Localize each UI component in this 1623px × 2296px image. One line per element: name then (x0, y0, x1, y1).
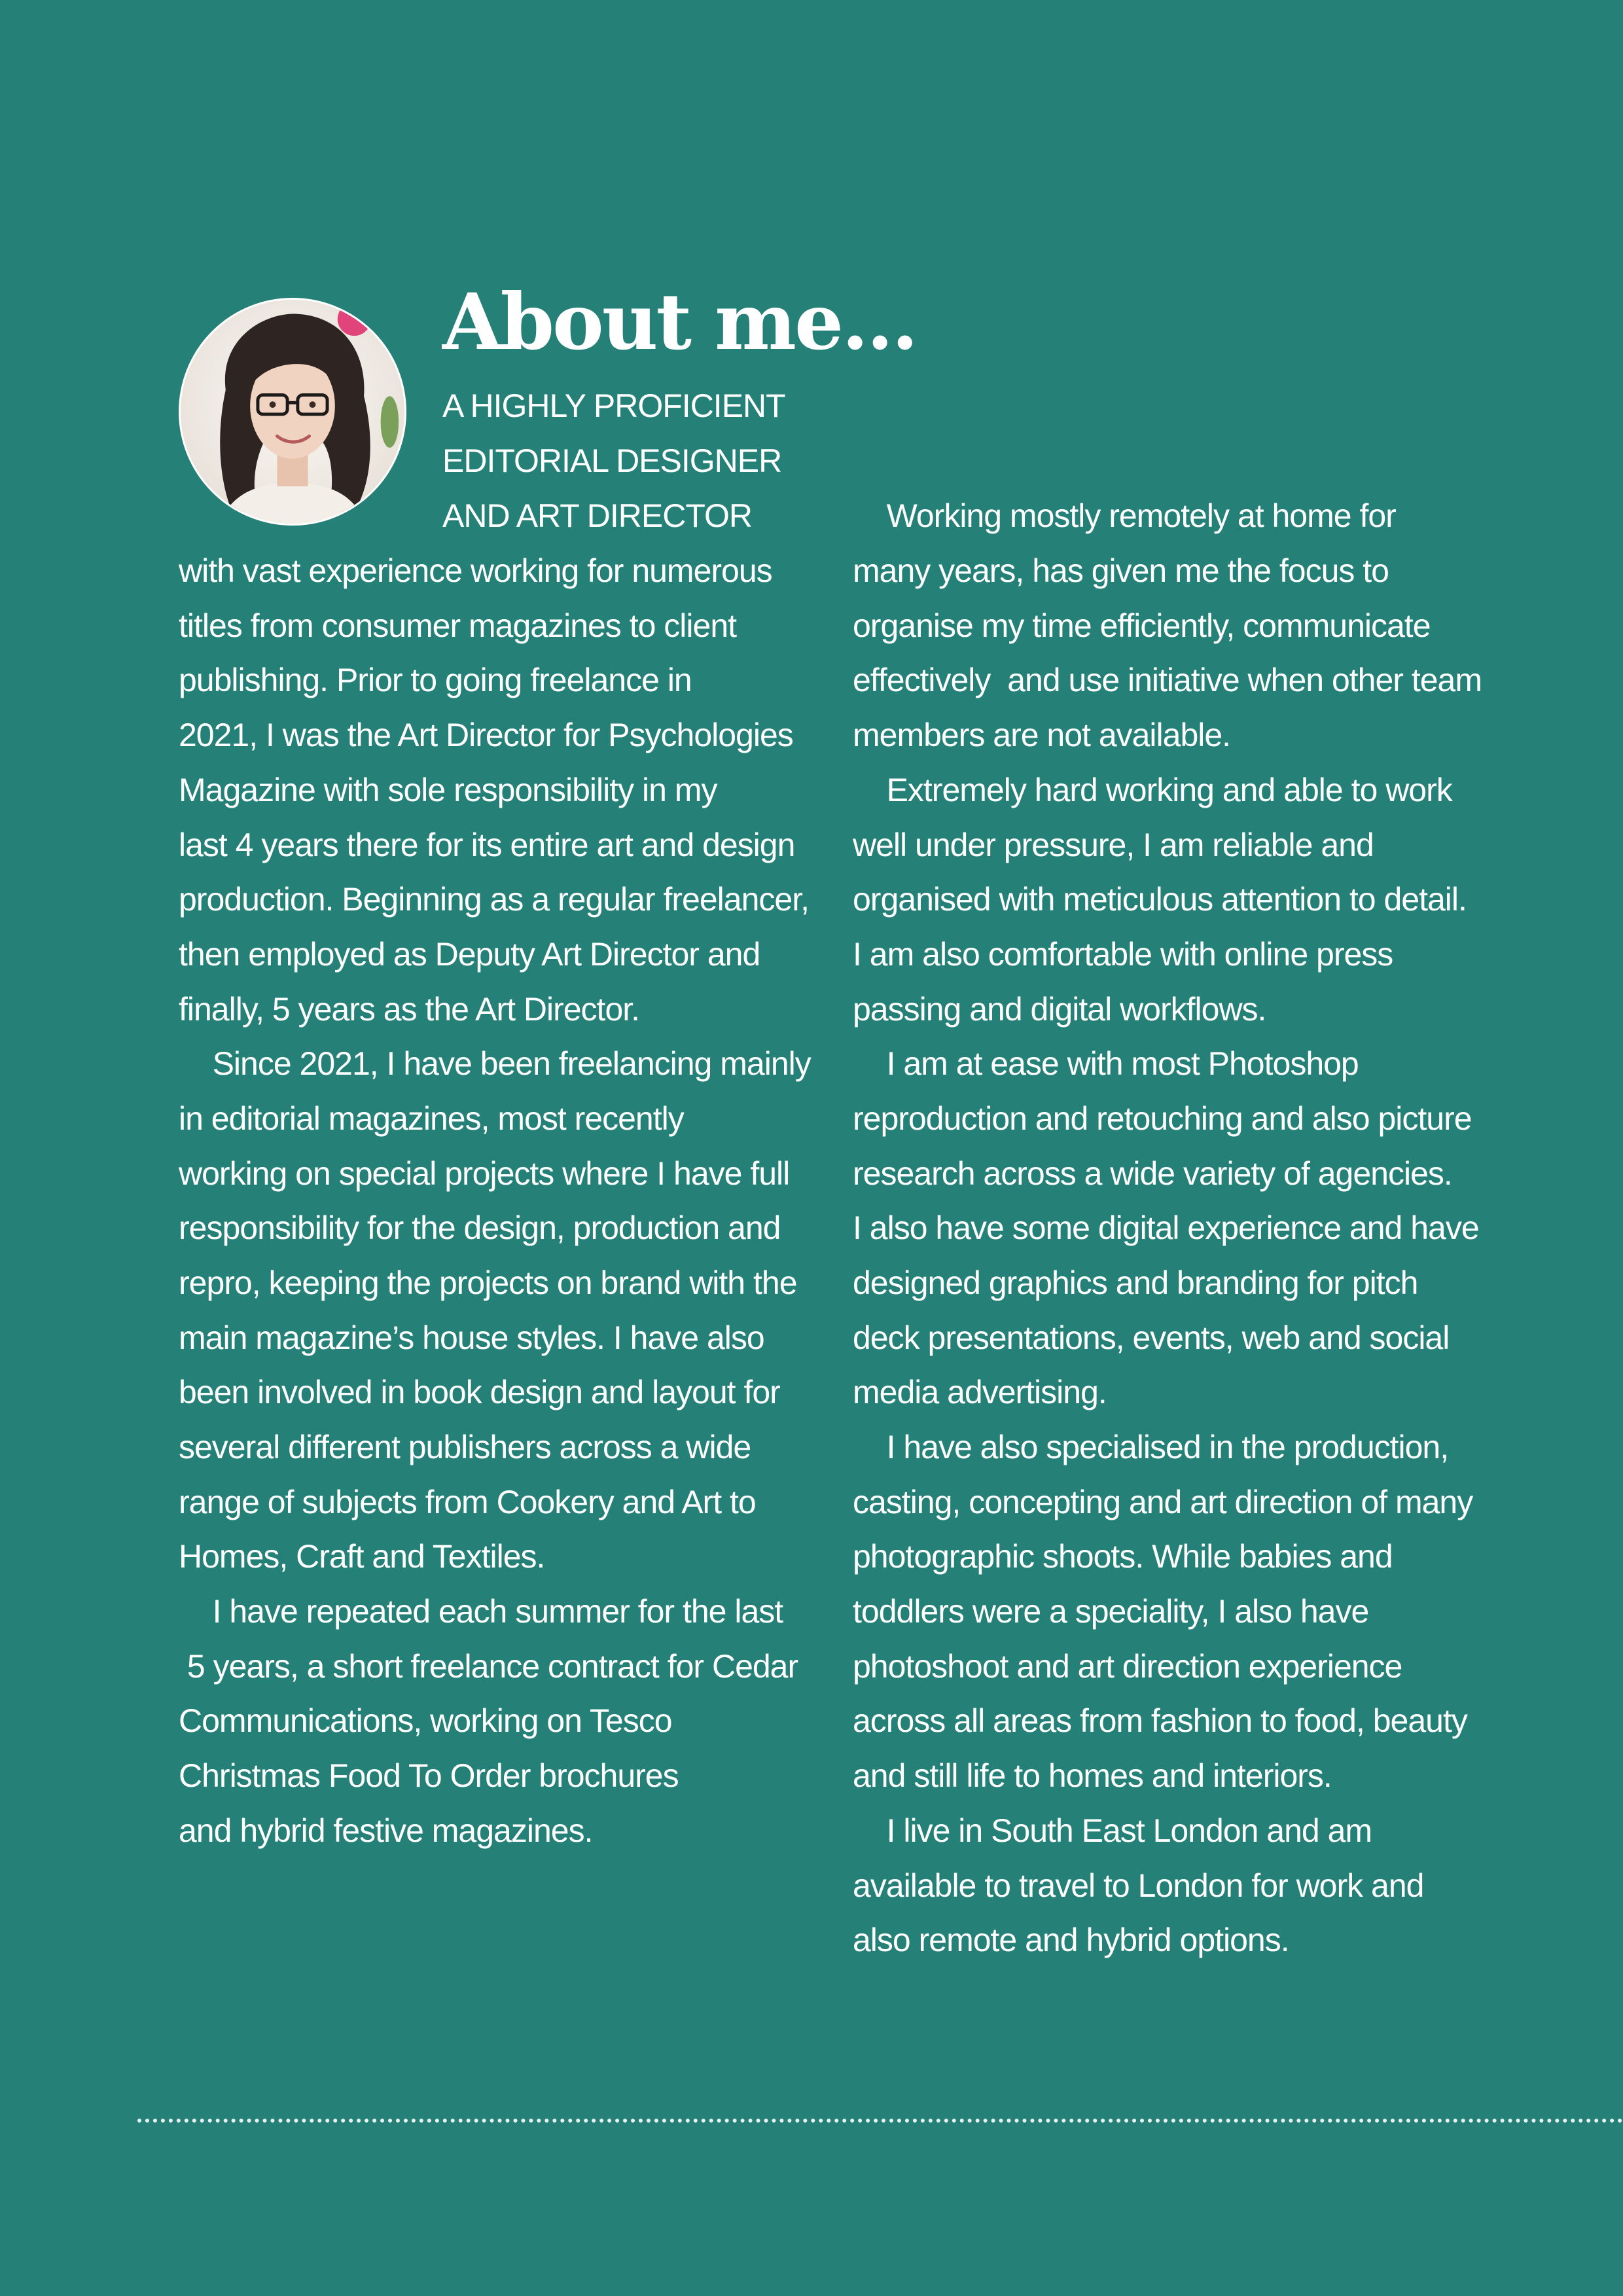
body-line: media advertising. (853, 1374, 1107, 1410)
body-line: organise my time efficiently, communicate (853, 607, 1431, 644)
body-line: Since 2021, I have been freelancing mainly (179, 1045, 811, 1082)
body-line: Communications, working on Tesco (179, 1702, 672, 1739)
body-line: organised with meticulous attention to detail. (853, 881, 1467, 918)
body-line: reproduction and retouching and also picture (853, 1100, 1472, 1137)
body-line: I live in South East London and am (853, 1812, 1372, 1849)
body-line: Magazine with sole responsibility in my (179, 772, 717, 808)
body-line: available to travel to London for work and (853, 1867, 1424, 1904)
portrait-icon (181, 300, 404, 524)
body-line: titles from consumer magazines to client (179, 607, 737, 644)
body-line: research across a wide variety of agencies. (853, 1155, 1452, 1192)
body-line: I have repeated each summer for the last (179, 1593, 783, 1630)
body-line: been involved in book design and layout for (179, 1374, 780, 1410)
body-line: also remote and hybrid options. (853, 1922, 1289, 1958)
body-line: designed graphics and branding for pitch (853, 1265, 1418, 1301)
body-line: I am at ease with most Photoshop (853, 1045, 1359, 1082)
body-line: with vast experience working for numerous (179, 552, 772, 589)
body-line: Homes, Craft and Textiles. (179, 1538, 545, 1575)
body-line: and still life to homes and interiors. (853, 1757, 1332, 1794)
body-line: finally, 5 years as the Art Director. (179, 991, 640, 1028)
body-line: Working mostly remotely at home for (853, 497, 1396, 534)
subtitle-line: A HIGHLY PROFICIENT (442, 387, 785, 424)
body-line: deck presentations, events, web and social (853, 1319, 1450, 1356)
body-line: several different publishers across a wide (179, 1429, 751, 1465)
body-line: across all areas from fashion to food, beauty (853, 1702, 1467, 1739)
body-line: responsibility for the design, production and (179, 1210, 781, 1246)
body-line: effectively and use initiative when other team (853, 662, 1482, 698)
body-line: Christmas Food To Order brochures (179, 1757, 679, 1794)
dotted-divider (137, 2119, 1623, 2123)
body-line: in editorial magazines, most recently (179, 1100, 684, 1137)
body-line: I have also specialised in the production, (853, 1429, 1449, 1465)
body-line: then employed as Deputy Art Director and (179, 936, 760, 973)
body-line: repro, keeping the projects on brand with the (179, 1265, 797, 1301)
body-line: main magazine’s house styles. I have also (179, 1319, 764, 1356)
body-line: I am also comfortable with online press (853, 936, 1393, 973)
subtitle-line: EDITORIAL DESIGNER (442, 442, 782, 479)
body-line: casting, concepting and art direction of many (853, 1484, 1473, 1520)
body-line: publishing. Prior to going freelance in (179, 662, 692, 698)
body-line: working on special projects where I have full (179, 1155, 790, 1192)
body-line: photoshoot and art direction experience (853, 1648, 1402, 1685)
body-line: range of subjects from Cookery and Art to (179, 1484, 756, 1520)
body-line: toddlers were a speciality, I also have (853, 1593, 1369, 1630)
body-line: well under pressure, I am reliable and (853, 827, 1374, 863)
subtitle-line: AND ART DIRECTOR (442, 497, 752, 534)
page-title: About me... (442, 276, 917, 367)
body-line: and hybrid festive magazines. (179, 1812, 593, 1849)
body-line: production. Beginning as a regular freelancer, (179, 881, 809, 918)
body-line: Extremely hard working and able to work (853, 772, 1452, 808)
portrait-photo (179, 298, 406, 526)
body-line: passing and digital workflows. (853, 991, 1266, 1028)
body-line: 2021, I was the Art Director for Psychologies (179, 717, 793, 753)
body-line: many years, has given me the focus to (853, 552, 1389, 589)
body-line: members are not available. (853, 717, 1231, 753)
body-line: 5 years, a short freelance contract for Cedar (179, 1648, 798, 1685)
body-line: last 4 years there for its entire art and design (179, 827, 795, 863)
body-line: I also have some digital experience and have (853, 1210, 1479, 1246)
body-line: photographic shoots. While babies and (853, 1538, 1393, 1575)
